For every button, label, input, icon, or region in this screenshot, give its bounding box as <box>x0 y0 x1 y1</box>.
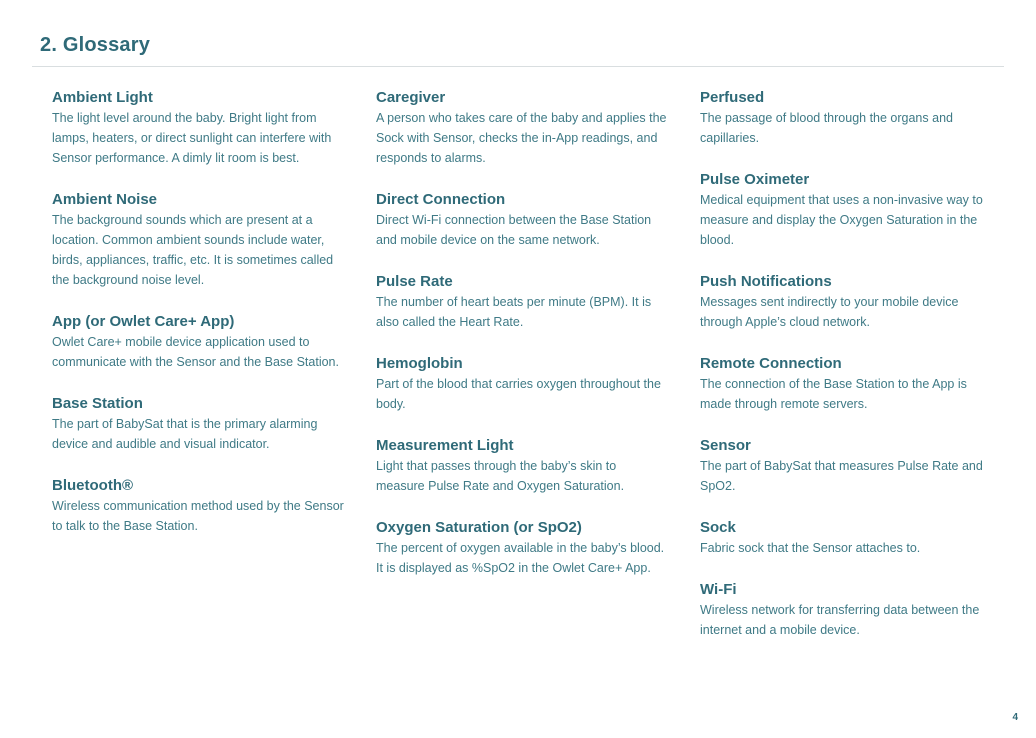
glossary-definition: Owlet Care+ mobile device application used to communicate with the Sensor and the Base Station. <box>52 335 339 369</box>
page-title: 2. Glossary <box>40 34 151 56</box>
glossary-term: Push Notifications <box>700 273 832 290</box>
glossary-definition: Light that passes through the baby’s skin to measure Pulse Rate and Oxygen Saturation. <box>376 459 625 493</box>
glossary-entry <box>700 170 992 250</box>
page-number: 4 <box>1012 712 1018 723</box>
glossary-entry <box>700 354 992 414</box>
glossary-term: Remote Connection <box>700 355 842 372</box>
glossary-definition: Messages sent indirectly to your mobile device through Apple’s cloud network. <box>700 295 959 329</box>
glossary-term: Ambient Noise <box>52 191 158 208</box>
glossary-term: Hemoglobin <box>376 355 463 372</box>
glossary-definition: The number of heart beats per minute (BPM). It is also called the Heart Rate. <box>376 295 652 329</box>
glossary-definition: Wireless network for transferring data between the internet and a mobile device. <box>700 603 980 637</box>
glossary-column-2 <box>376 88 668 600</box>
glossary-term: Oxygen Saturation (or SpO2) <box>376 519 582 536</box>
glossary-entry <box>52 312 344 372</box>
glossary-definition: Wireless communication method used by the Sensor to talk to the Base Station. <box>52 499 344 533</box>
glossary-term: Pulse Rate <box>376 273 453 290</box>
glossary-definition: The connection of the Base Station to the App is made through remote servers. <box>700 377 967 411</box>
title-divider <box>32 66 1004 67</box>
glossary-entry <box>376 518 668 578</box>
glossary-definition: Fabric sock that the Sensor attaches to. <box>700 541 921 555</box>
glossary-term: Base Station <box>52 395 143 412</box>
glossary-term: Caregiver <box>376 89 446 106</box>
glossary-column-1 <box>52 88 344 558</box>
glossary-term: Perfused <box>700 89 765 106</box>
glossary-term: App (or Owlet Care+ App) <box>52 313 235 330</box>
glossary-term: Sock <box>700 519 736 536</box>
glossary-definition: The part of BabySat that is the primary alarming device and audible and visual indicator. <box>52 417 318 451</box>
glossary-term: Ambient Light <box>52 89 153 106</box>
glossary-entry <box>52 476 344 536</box>
glossary-term: Direct Connection <box>376 191 506 208</box>
glossary-entry <box>700 272 992 332</box>
glossary-definition: The light level around the baby. Bright light from lamps, heaters, or direct sunlight can interfere with Sensor performance. A dimly lit room is best. <box>52 111 332 165</box>
glossary-entry <box>376 190 668 250</box>
glossary-entry <box>376 272 668 332</box>
glossary-term: Measurement Light <box>376 437 514 454</box>
glossary-entry <box>376 436 668 496</box>
glossary-entry <box>700 580 992 640</box>
glossary-term: Sensor <box>700 437 751 454</box>
glossary-entry <box>376 354 668 414</box>
glossary-entry <box>376 88 668 168</box>
glossary-definition: The background sounds which are present at a location. Common ambient sounds include water, birds, appliances, traffic, etc. It is sometimes called the background noise level. <box>52 213 334 287</box>
glossary-entry <box>52 394 344 454</box>
glossary-entry <box>700 88 992 148</box>
glossary-definition: Direct Wi-Fi connection between the Base Station and mobile device on the same network. <box>376 213 652 247</box>
glossary-entry <box>52 88 344 168</box>
glossary-column-3 <box>700 88 992 662</box>
glossary-entry <box>700 436 992 496</box>
glossary-definition: Medical equipment that uses a non-invasive way to measure and display the Oxygen Saturation in the blood. <box>700 193 983 247</box>
glossary-entry <box>700 518 992 558</box>
glossary-definition: Part of the blood that carries oxygen throughout the body. <box>376 377 661 411</box>
glossary-term: Wi-Fi <box>700 581 737 598</box>
glossary-definition: A person who takes care of the baby and applies the Sock with Sensor, checks the in-App readings, and responds to alarms. <box>376 111 667 165</box>
glossary-definition: The percent of oxygen available in the baby’s blood. It is displayed as %SpO2 in the Owlet Care+ App. <box>376 541 665 575</box>
glossary-term: Bluetooth® <box>52 477 134 494</box>
glossary-term: Pulse Oximeter <box>700 171 810 188</box>
glossary-entry <box>52 190 344 290</box>
glossary-definition: The part of BabySat that measures Pulse Rate and SpO2. <box>700 459 983 493</box>
glossary-definition: The passage of blood through the organs and capillaries. <box>700 111 953 145</box>
